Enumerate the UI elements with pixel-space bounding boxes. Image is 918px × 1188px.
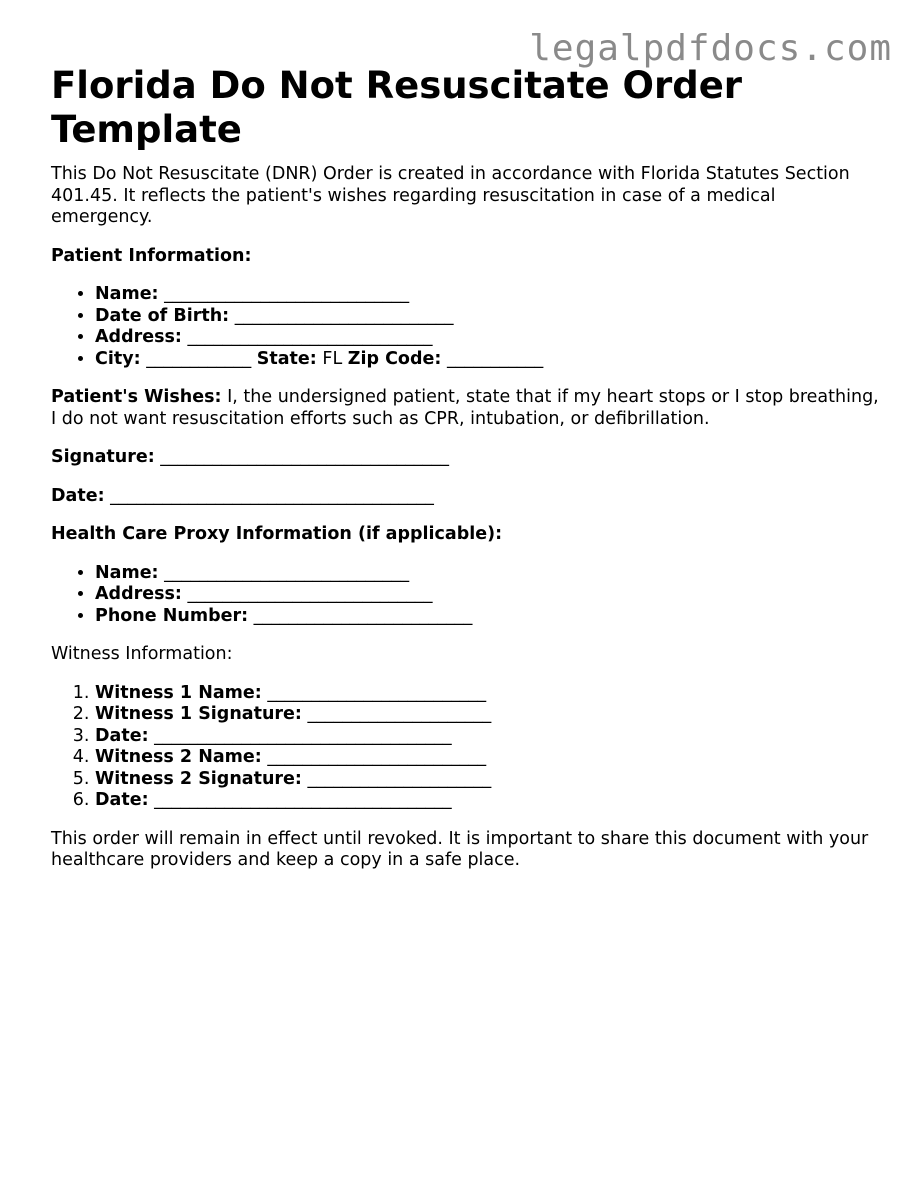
patient-wishes: Patient's Wishes: I, the undersigned patient, state that if my heart stops or I stop breathing, I do not want resuscitation efforts such as CPR, intubation, or defibrillation. <box>51 387 879 429</box>
list-item: 2. Witness 1 Signature: _____________________ <box>95 704 881 726</box>
proxy-phone-blank: _________________________ <box>253 605 473 626</box>
list-item: • Name: ____________________________ <box>95 284 881 306</box>
proxy-address-blank: ____________________________ <box>187 584 433 604</box>
proxy-info-list <box>51 563 881 628</box>
witness-info-list <box>51 683 881 812</box>
list-item: 4. Witness 2 Name: _________________________ <box>95 747 881 769</box>
patient-state-value: FL <box>322 348 343 369</box>
list-item: • City: ____________ State: FL Zip Code: ___________ <box>95 349 881 371</box>
date-line: Date: _____________________________________ <box>51 485 434 506</box>
watermark: legalpdfdocs.com <box>529 28 892 69</box>
list-item: • Address: ____________________________ <box>95 584 881 606</box>
patient-info-list <box>51 284 881 370</box>
list-item: • Date of Birth: _________________________ <box>95 306 881 328</box>
witness-info-heading: Witness Information: <box>51 644 233 664</box>
patient-city-blank: ____________ <box>146 348 252 369</box>
signature-line: Signature: _________________________________ <box>51 447 450 467</box>
list-item: 1. Witness 1 Name: _________________________ <box>95 683 881 705</box>
proxy-name-blank: ____________________________ <box>164 562 410 583</box>
list-item: 6. Date: __________________________________ <box>95 790 881 812</box>
patient-name-blank: ____________________________ <box>164 284 410 304</box>
list-item: • Address: ____________________________ <box>95 327 881 349</box>
patient-address-blank: ____________________________ <box>187 327 433 347</box>
list-item: • Name: ____________________________ <box>95 563 881 585</box>
closing-paragraph: This order will remain in effect until revoked. It is important to share this document with your healthcare providers and keep a copy in a safe place. <box>51 828 869 870</box>
patient-zip-blank: ___________ <box>446 348 544 369</box>
list-item: 5. Witness 2 Signature: _____________________ <box>95 769 881 791</box>
list-item: • Phone Number: _________________________ <box>95 606 881 628</box>
document-page <box>51 64 881 889</box>
patient-dob-blank: _________________________ <box>234 305 454 326</box>
intro-paragraph: This Do Not Resuscitate (DNR) Order is created in accordance with Florida Statutes Section 401.45. It reflects the patient's wishes regarding resuscitation in case of a medical emergency. <box>51 164 850 227</box>
list-item: 3. Date: __________________________________ <box>95 726 881 748</box>
proxy-info-heading: Health Care Proxy Information (if applicable): <box>51 524 503 544</box>
patient-info-heading: Patient Information: <box>51 245 252 266</box>
document-title: Florida Do Not Resuscitate Order Template <box>51 64 743 151</box>
